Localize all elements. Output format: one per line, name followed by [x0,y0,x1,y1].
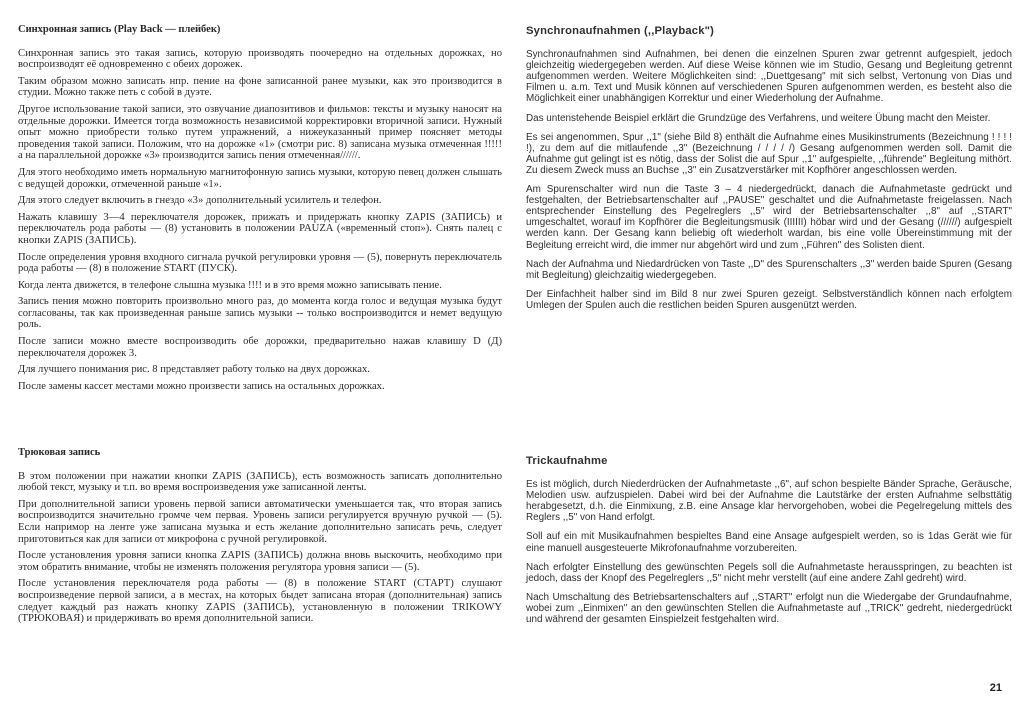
paragraph: После установления переключателя рода работы — (8) в положение START (СТАРТ) слушают воспроизведение первой записи, а в местах, на которых быдет записана вторая (дополнительная) запись следует каждый раз нажать кнопку ZAPIS (ЗАПИСЬ), установленную в положении TRIKOWY (ТРЮКОВАЯ) и придерживать во время дополнительной записи. [18,578,502,625]
paragraph: Запись пения можно повторить произвольно много раз, до момента когда голос и ведущая музыка будут согласованы, так как произведенная раньше запись музыки -- только воспроизводится и немет ведущую роль. [18,296,502,331]
paragraph: Nach erfolgter Einstellung des gewünschten Pegels soll die Aufnahmetaste herausspringen, zu beachten ist jedoch, dass der Knopf des Pegelreglers ,,5" nicht mehr verstellt (auf eine andere Zahl gedreht) wird. [526,561,1012,584]
paragraph: При дополнительной записи уровень первой записи автоматически уменьшается так, что вторая запись воспроизводится значительно громче чем первая. Уровень записи регулируется вручную ручкой — (5). Если напримор на ленте уже записана музыка и есть желание дополнительно записать речь, следует приготовиться как для записи от микрофона с ручной регулировкой. [18,498,502,545]
paragraph: Другое использование такой записи, это озвучание диапозитивов и фильмов: тексты и музыку наносят на отдельные дорожки. Имеется тогда возможность независимой корректировки вторичной записи. Нужный опыт можно приобрести только путем упражнений, а нижеуказанный пример поясняет методы проведения такой записи. Положим, что на дорожке «1» (смотри рис. 8) записана музыка отмеченная !!!!! а на параллельной дорожке «3» производится запись пения отмеченная//////. [18,103,502,162]
paragraph: Для этого необходимо иметь нормальную магнитофонную запись музыки, которую певец должен слышать с ведущей дорожки, отмеченной раньше «1». [18,166,502,190]
paragraph: В этом положении при нажатии кнопки ZAPIS (ЗАПИСЬ), есть возможность записать дополнительно любой текст, музыку и т.п. во время воспроизведения уже записанной ленты. [18,470,502,494]
paragraph: Das untenstehende Beispiel erklärt die Grundzüge des Verfahrens, und weitere Übung macht den Meister. [526,112,991,124]
paragraph: После записи можно вместе воспроизводить обе дорожки, предварительно нажав клавишу D (Д) переключателя дорожек 3. [18,336,502,359]
paragraph: Soll auf ein mit Musikaufnahmen bespieltes Band eine Ansage aufgespielt werden, so is 1das Gerät wie für eine manuell ausgesteuerte Mikrofonaufnahme vorzubereiten. [526,531,1012,554]
section-heading: Trickaufnahme [526,455,608,467]
section-heading: Трюковая запись [18,447,101,458]
section-heading: Synchronaufnahmen (,,Playback") [526,25,715,37]
paragraph: Synchronaufnahmen sind Aufnahmen, bei denen die einzelnen Spuren zwar getrennt aufgespielt, jedoch gleichzeitig wiedergegeben werden. Auf diese Weise können wie im Studio, Gesang und Begleitung getrennt aufgenommen werden. Weitere Möglichkeiten sind: ,,Duettgesang" mit sich selbst, Vertonung von Dias und Filmen u. a.m. Text und Musik können auf verschiedenen Spuren aufgenommen werden, es besteht also die Möglichkeit einer unabhängigen Korrektur und einer Wiederholung der Aufnahme. [526,49,1012,105]
paragraph: После определения уровня входного сигнала ручкой регулировки уровня — (5), повернуть переключатель рода работы — (8) в положение START (ПУСК). [18,251,502,275]
section-synchronous-recording-ru [18,24,502,397]
paragraph: Нажать клавишу 3—4 переключателя дорожек, прижать и придержать кнопку ZAPIS (ЗАПИСЬ) и переключатель рода работы — (8) установить в положении PAUZA («временный стоп»). Снять палец с кнопки ZAPIS (ЗАПИСЬ). [18,211,502,246]
paragraph: Для этого следует включить в гнездо «3» дополнительный усилитель и телефон. [18,195,382,207]
paragraph: Nach der Aufnahma und Niedardrücken von Taste ,,D" des Spurenschalters ,,3" werden baide Spuren (Gesang mit Begleitung) gleichzaitig wiedergegeben. [526,258,1012,281]
section-trick-recording-ru [18,447,502,630]
paragraph: Der Einfachheit halber sind im Bild 8 nur zwei Spuren gezeigt. Selbstverständlich können nach erfolgtem Umlegen der Spulen auch die restlichen beiden Spuren ausgenützt werden. [526,288,1012,311]
paragraph: Nach Umschaltung des Betriebsartenschalters auf ,,START" erfolgt nun die Wiedergabe der Grundaufnahme, wobei zum ,,Einmixen" an den gewünschten Stellen die Aufnahmetaste auf ,,TRICK" gedreht, niedergedrückt und während der gesamten Einspielzeit festgehalten wird. [526,591,1012,626]
section-heading: Синхронная запись (Play Back — плейбек) [18,24,221,35]
paragraph: После замены кассет местами можно произвести запись на остальных дорожках. [18,380,385,392]
paragraph: Для лучшего понимания рис. 8 представляет работу только на двух дорожках. [18,364,370,376]
paragraph: Am Spurenschalter wird nun die Taste 3 – 4 niedergedrückt, danach die Aufnahmetaste gedrückt und festgehalten, der Betriebsartenschalter auf ,,PAUSE" geschaltet und die Aufnahmetaste freigelassen. Nach entsprechender Einstellung des Pegelreglers ,,5" wird der Betriebsartenschalter ,,8" auf ,,START" umgeschaltet, worauf im Kopfhörer die Begleitungsmusik (IIIIII) höbar wird und der Gesang (//////) aufgespielt werden kann. Der Gesang kann beliebig oft wiederholt wardan, bis eine volle Übereinstimmung mit der Begleitung erreicht wird, die immer nur abgehört wird und zum ,,Führen" des Solisten dient. [526,184,1012,251]
paragraph: Es ist möglich, durch Niederdrücken der Aufnahmetaste ,,6", auf schon bespielte Bänder Sprache, Geräusche, Melodien usw. aufzuspielen. Dabei wird bei der Aufnahme die Lautstärke der ersten Aufnahme selbsttätig herabgesetzt, d.h. die Einmixung, z.B. eine Ansage klar hervorgehoben, wobei die Pegelregelung mittels des Reglers ,,5" von Hand erfolgt. [526,479,1012,524]
section-synchronaufnahmen-de [526,26,1012,319]
paragraph: Когда лента движется, в телефоне слышна музыка !!!! и в это время можно записывать пение. [18,279,442,291]
paragraph: После установления уровня записи кнопка ZAPIS (ЗАПИСЬ) должна вновь выскочить, необходимо при этом обратить внимание, чтобы не изменять положения регулятора уровня записи — (5). [18,550,502,573]
page-number: 21 [989,682,1002,694]
paragraph: Таким образом можно записать нпр. пение на фоне записанной ранее музыки, как это производится в студии. Можно также петь с собой в дуэте. [18,75,502,99]
paragraph: Синхронная запись это такая запись, которую производять поочередно на отдельных дорожках, но воспроизводят её одновременно с обеих дорожек. [18,47,502,71]
section-trickaufnahme-de [526,456,1012,633]
paragraph: Es sei angenommen, Spur ,,1" (siehe Bild 8) enthält die Aufnahme eines Musikinstruments (Bezeichnung ! ! ! ! !), zu dem auf die mitlaufende ,,3" (Bezeichnung / / / / /) Gesang aufgenommen werden soll. Damit die Aufnahme gut gelingt ist es nötig, dass der Solist die auf Spur ,,1" aufgespielte, ,,führende" Begleitung mithört. Zu diesem Zweck muss an Buchse ,,3" ein Zusatzverstärker mit Kopfhörer angeschlossen werden. [526,131,1012,176]
